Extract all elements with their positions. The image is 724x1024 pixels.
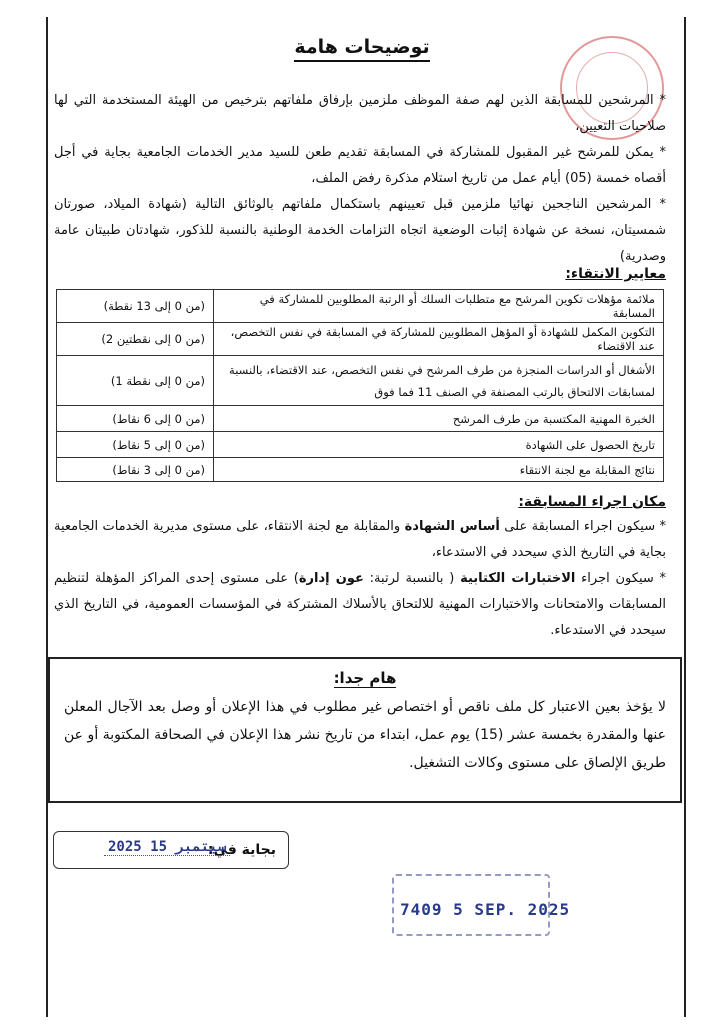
points-cell: (من 0 إلى نقطتين 2) — [57, 323, 214, 356]
note-documents: * المرشحين الناجحين نهائيا ملزمين قبل تعيينهم باستكمال ملفاتهم بالوثائق التالية (شهادة الميلاد، صورتان شمسيتان، نسخة عن شهادة إثبات الوضعية اتجاه التزامات الخدمة الوطنية بالنسبة للذكور، شهادتان طبيتان عامة وصدرية) — [54, 197, 666, 264]
page-title: توضيحات هامة — [0, 36, 724, 58]
criterion-cell: تاريخ الحصول على الشهادة — [214, 432, 664, 458]
criteria-table — [56, 289, 664, 482]
location-note-1: * سيكون اجراء المسابقة على أساس الشهادة والمقابلة مع لجنة الانتقاء، على مستوى مديرية الخدمات الجامعية بجاية في التاريخ الذي سيحدد في الاستدعاء، — [54, 519, 667, 560]
criterion-cell: ملائمة مؤهلات تكوين المرشح مع متطلبات السلك أو الرتبة المطلوبين للمشاركة في المسابقة — [214, 290, 664, 323]
points-cell: (من 0 إلى 3 نقاط) — [57, 458, 214, 482]
note-employees: * المرشحين للمسابقة الذين لهم صفة الموظف ملزمين بإرفاق ملفاتهم بترخيص من الهيئة المستخدمة التي لها صلاحيات التعيين، — [54, 93, 666, 134]
points-cell: (من 0 إلى 5 نقاط) — [57, 432, 214, 458]
place-label: بجاية في: — [207, 842, 276, 858]
table-row — [57, 432, 664, 458]
table-row — [57, 356, 664, 406]
points-cell: (من 0 إلى 6 نقاط) — [57, 406, 214, 432]
note-appeal: * يمكن للمرشح غير المقبول للمشاركة في المسابقة تقديم طعن للسيد مدير الخدمات الجامعية بجاية في أجل أقصاه خمسة (05) أيام عمل من تاريخ استلام مذكرة رفض الملف، — [54, 145, 666, 186]
criterion-cell: الخبرة المهنية المكتسبة من طرف المرشح — [214, 406, 664, 432]
criterion-cell: الأشغال أو الدراسات المنجزة من طرف المرشح في نفس التخصص، عند الاقتضاء، بالنسبة لمسابقات الالتحاق بالرتب المصنفة في الصنف 11 فما فوق — [214, 356, 664, 406]
date-value: 2025 سبتمبر 15 — [104, 839, 230, 856]
table-row — [57, 290, 664, 323]
points-cell: (من 0 إلى نقطة 1) — [57, 356, 214, 406]
date-box — [53, 831, 289, 869]
criterion-cell: نتائج المقابلة مع لجنة الانتقاء — [214, 458, 664, 482]
stamp-date: 7409 5 SEP. 2025 — [400, 900, 571, 919]
points-cell: (من 0 إلى 13 نقطة) — [57, 290, 214, 323]
table-row — [57, 323, 664, 356]
notice-text: لا يؤخذ بعين الاعتبار كل ملف ناقص أو اختصاص غير مطلوب في هذا الإعلان أو وصل بعد الآجال المعلن عنها والمقدرة بخمسة عشر (15) يوم عمل، ابتداء من تاريخ نشر هذا الإعلان في الصحافة المكتوبة أو عن طريق الإلصاق على مستوى وكالات التشغيل. — [64, 699, 667, 771]
table-row — [57, 458, 664, 482]
notice-title: هام جدا: — [333, 669, 397, 687]
criteria-heading: معايير الانتقاء: — [565, 266, 666, 282]
location-heading: مكان اجراء المسابقة: — [518, 494, 666, 510]
criterion-cell: التكوين المكمل للشهادة أو المؤهل المطلوبين للمشاركة في المسابقة في نفس التخصص، عند الاقتضاء — [214, 323, 664, 356]
location-note-2: * سيكون اجراء الاختبارات الكتابية ( بالنسبة لرتبة: عون إدارة) على مستوى إحدى المراكز المؤهلة لتنظيم المسابقات والامتحانات والاختبارات المهنية للالتحاق بالأسلاك المشتركة في المؤسسات العمومية، في التاريخ الذي سيحدد في الاستدعاء. — [54, 571, 667, 638]
important-notice-box — [48, 657, 682, 803]
table-row — [57, 406, 664, 432]
